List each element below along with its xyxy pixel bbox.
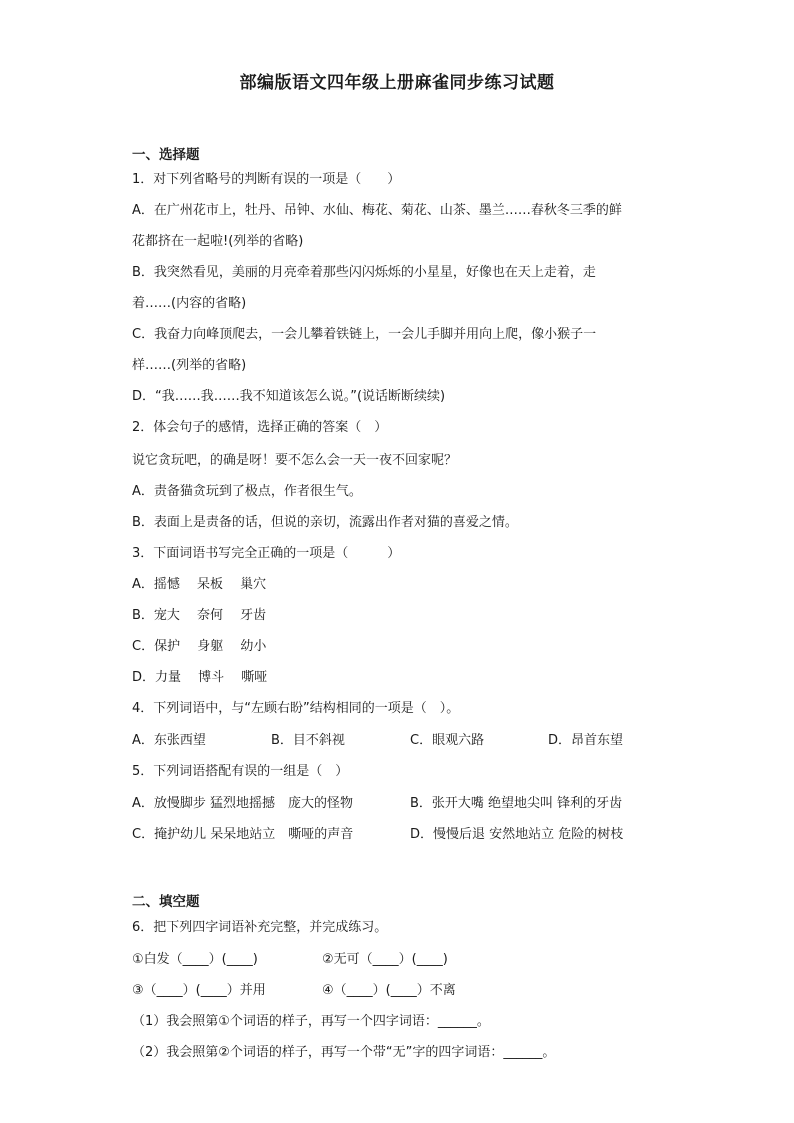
q1-option-b-line2: 着……(内容的省略) (132, 296, 247, 311)
q3-option-c: C．保护 身躯 幼小 (132, 639, 267, 654)
q5-stem: 5．下列词语搭配有误的一组是（ ） (132, 764, 349, 779)
q3-option-b: B．宠大 奈何 牙齿 (132, 608, 267, 623)
q4-option-a: A．东张西望 (132, 733, 206, 748)
q6-item-2: ②无可（____）(____) (322, 952, 448, 967)
q1-option-c-line2: 样……(列举的省略) (132, 358, 247, 373)
q6-item-1: ①白发（____）(____) (132, 952, 258, 967)
page-title: 部编版语文四年级上册麻雀同步练习试题 (239, 73, 555, 93)
q1-option-b-line1: B．我突然看见，美丽的月亮牵着那些闪闪烁烁的小星星，好像也在天上走着，走 (132, 265, 596, 280)
q6-stem: 6．把下列四字词语补充完整，并完成练习。 (132, 920, 388, 935)
q2-sentence: 说它贪玩吧，的确是呀！要不怎么会一天一夜不回家呢？ (132, 453, 458, 468)
q5-option-b: B．张开大嘴 绝望地尖叫 锋利的牙齿 (410, 796, 623, 811)
q5-option-d: D．慢慢后退 安然地站立 危险的树枝 (410, 827, 624, 842)
q6-sub-1: （1）我会照第①个词语的样子，再写一个四字词语：______。 (132, 1014, 490, 1029)
q4-option-b: B．目不斜视 (271, 733, 345, 748)
q1-option-d: D．“我……我……我不知道该怎么说。”(说话断断续续) (132, 389, 446, 404)
q1-option-c-line1: C．我奋力向峰顶爬去，一会儿攀着铁链上，一会儿手脚并用向上爬，像小猴子一 (132, 327, 597, 342)
section-heading-fill: 二、填空题 (132, 894, 200, 910)
q1-option-a-line1: A．在广州花市上，牡丹、吊钟、水仙、梅花、菊花、山茶、墨兰……春秋冬三季的鲜 (132, 203, 622, 218)
q4-stem: 4．下列词语中，与“左顾右盼”结构相同的一项是（ ）。 (132, 701, 460, 716)
q1-stem: 1．对下列省略号的判断有误的一项是（ ） (132, 172, 401, 187)
q1-option-a-line2: 花都挤在一起啦!(列举的省略) (132, 234, 304, 249)
section-heading-choice: 一、选择题 (132, 147, 200, 163)
q5-option-a: A．放慢脚步 猛烈地摇撼 庞大的怪物 (132, 796, 354, 811)
q5-option-c: C．掩护幼儿 呆呆地站立 嘶哑的声音 (132, 827, 354, 842)
q3-option-a: A．摇憾 呆板 巢穴 (132, 577, 267, 592)
q6-item-3: ③（____）(____）并用 (132, 983, 266, 998)
q2-option-b: B．表面上是责备的话，但说的亲切，流露出作者对猫的喜爱之情。 (132, 515, 518, 530)
q3-option-d: D．力量 博斗 嘶哑 (132, 670, 268, 685)
q4-option-d: D．昂首东望 (548, 733, 624, 748)
q4-option-c: C．眼观六路 (410, 733, 485, 748)
q2-stem: 2．体会句子的感情，选择正确的答案（ ） (132, 420, 388, 435)
q6-sub-2: （2）我会照第②个词语的样子，再写一个带“无”字的四字词语：______。 (132, 1045, 556, 1060)
q2-option-a: A．责备猫贪玩到了极点，作者很生气。 (132, 484, 362, 499)
q3-stem: 3．下面词语书写完全正确的一项是（ ） (132, 546, 401, 561)
q6-item-4: ④（____）(____）不离 (322, 983, 456, 998)
